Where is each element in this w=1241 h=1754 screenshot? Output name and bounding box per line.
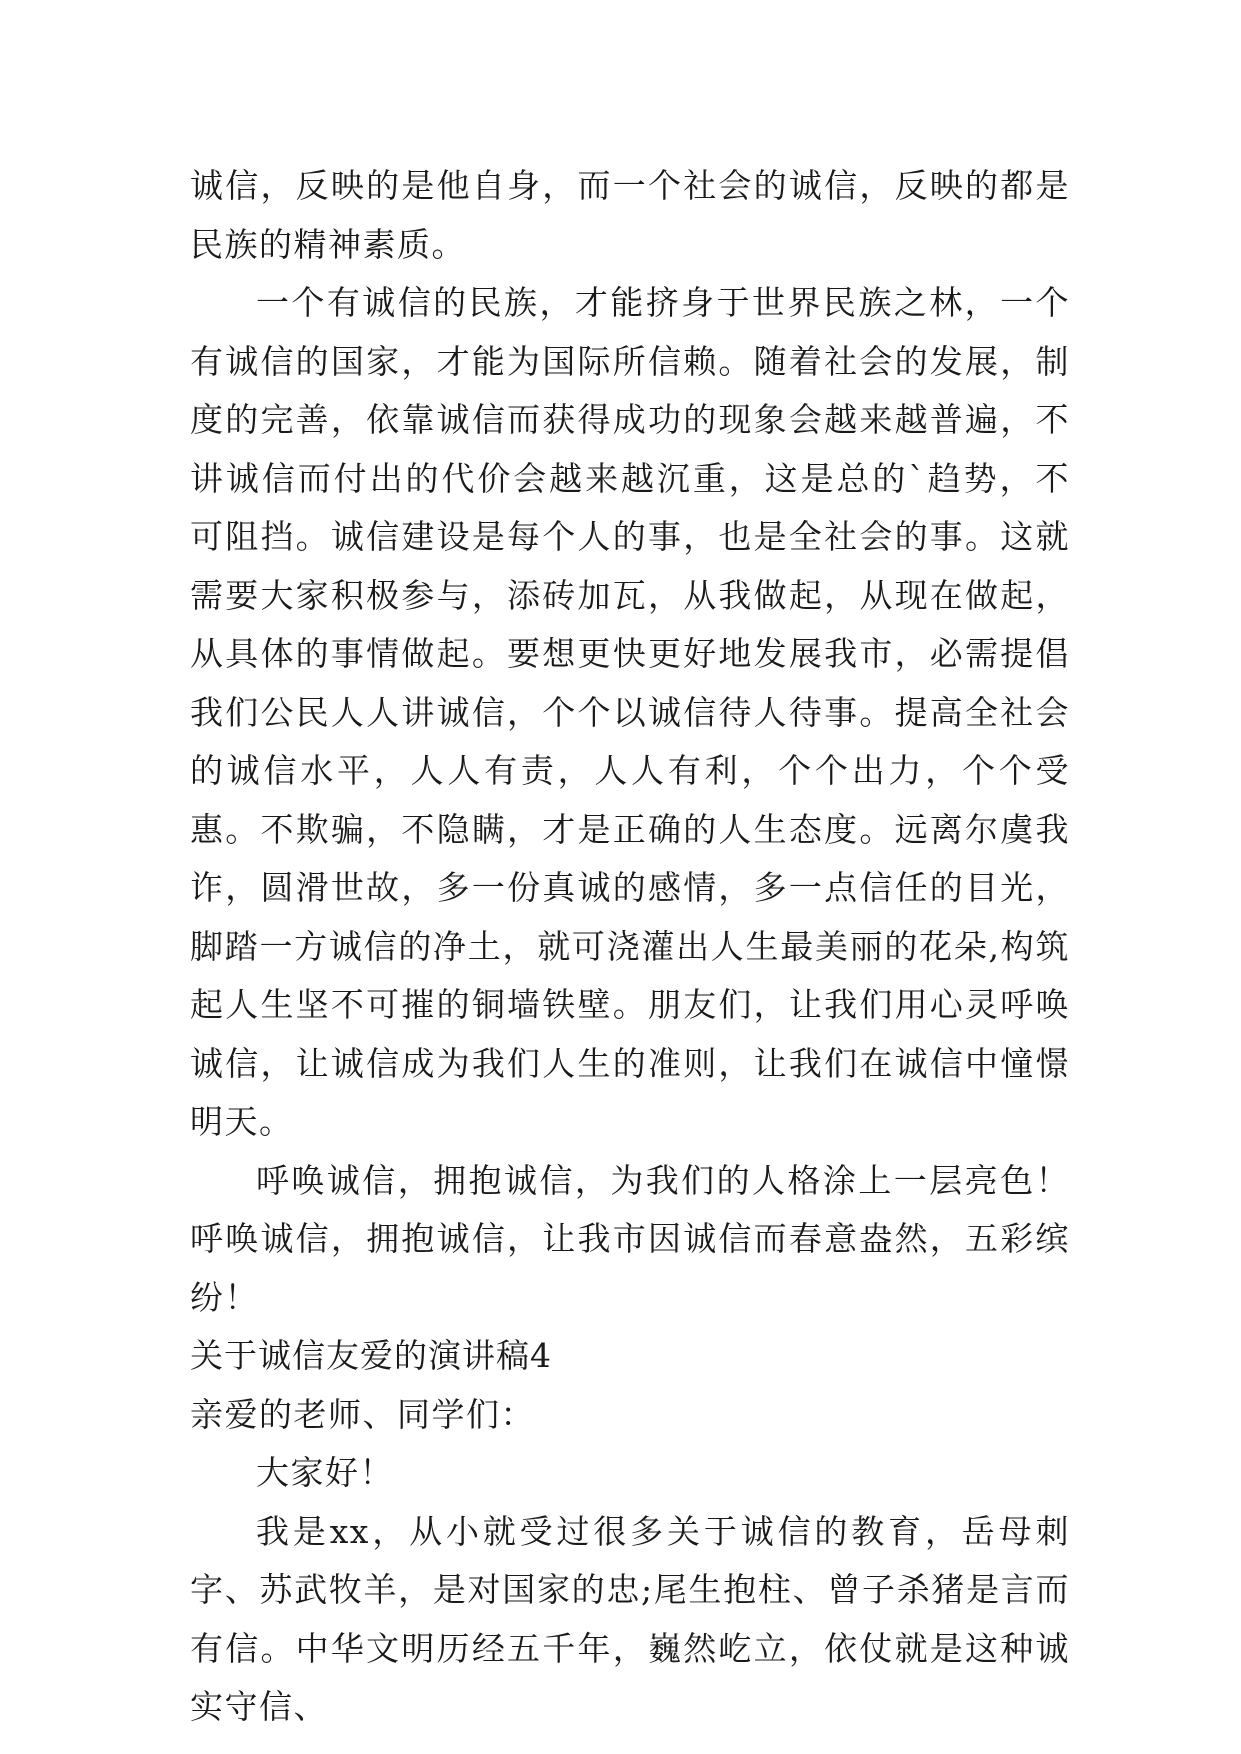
salutation: 亲爱的老师、同学们： (190, 1394, 535, 1434)
greeting: 大家好！ (256, 1453, 394, 1492)
document-body (190, 157, 1070, 1737)
paragraph-self-introduction: 我是xx，从小就受过很多关于诚信的教育，岳母刺字、苏武牧羊，是对国家的忠;尾生抱柱、曾子杀猪是言而有信。中华文明历经五千年，巍然屹立，依仗就是这种诚实守信、 (190, 1511, 1070, 1726)
paragraph-call-for-integrity: 呼唤诚信，拥抱诚信，为我们的人格涂上一层亮色！呼唤诚信，拥抱诚信，让我市因诚信而春意盎然，五彩缤纷！ (190, 1160, 1070, 1317)
paragraph-intro-ending: 诚信，反映的是他自身，而一个社会的诚信，反映的都是民族的精神素质。 (190, 166, 1070, 264)
speech-title: 关于诚信友爱的演讲稿4 (190, 1336, 552, 1375)
paragraph-nation-integrity: 一个有诚信的民族，才能挤身于世界民族之林，一个有诚信的国家，才能为国际所信赖。随着社会的发展，制度的完善，依靠诚信而获得成功的现象会越来越普遍，不讲诚信而付出的代价会越来越沉重，这是总的`趋势，不可阻挡。诚信建设是每个人的事，也是全社会的事。这就需要大家积极参与，添砖加瓦，从我做起，从现在做起，从具体的事情做起。要想更快更好地发展我市，必需提倡我们公民人人讲诚信，个个以诚信待人待事。提高全社会的诚信水平，人人有责，人人有利，个个出力，个个受惠。不欺骗，不隐瞒，才是正确的人生态度。远离尔虞我诈，圆滑世故，多一份真诚的感情，多一点信任的目光，脚踏一方诚信的净土，就可浇灌出人生最美丽的花朵,构筑起人生坚不可摧的铜墙铁壁。朋友们，让我们用心灵呼唤诚信，让诚信成为我们人生的准则，让我们在诚信中憧憬明天。 (190, 283, 1070, 1141)
